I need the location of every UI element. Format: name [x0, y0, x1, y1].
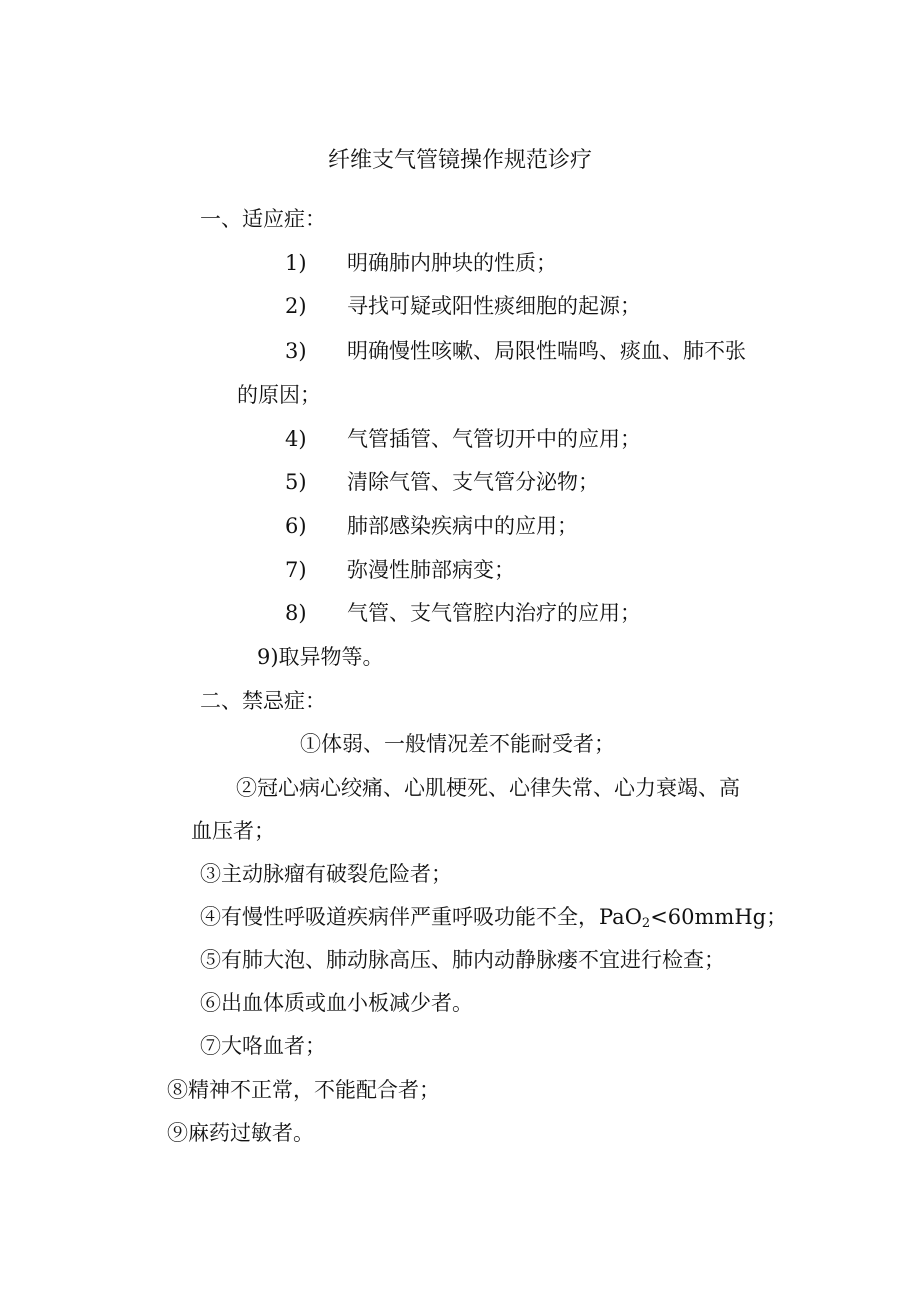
item-text-continuation: 的原因； — [237, 383, 321, 407]
item-number: 4) — [285, 427, 307, 451]
list-item: 9)取异物等。 — [257, 645, 384, 669]
list-item — [285, 468, 599, 496]
list-item — [285, 249, 557, 277]
section-heading-indications: 一、适应症： — [200, 207, 326, 231]
list-item — [285, 337, 746, 365]
list-item: ⑦大咯血者； — [200, 1034, 326, 1058]
list-item: ⑧精神不正常，不能配合者； — [167, 1078, 440, 1102]
list-item — [285, 292, 641, 320]
item-text: 气管插管、气管切开中的应用； — [347, 427, 641, 451]
item-text: 明确肺内肿块的性质； — [347, 251, 557, 275]
list-item — [285, 512, 578, 540]
item-text: 明确慢性咳嗽、局限性喘鸣、痰血、肺不张 — [347, 339, 746, 363]
item-text-continuation: 血压者； — [191, 819, 275, 843]
subscript: 2 — [641, 916, 651, 931]
item-text: 寻找可疑或阳性痰细胞的起源； — [347, 294, 641, 318]
list-item — [285, 599, 641, 627]
item-text: 肺部感染疾病中的应用； — [347, 514, 578, 538]
item-text: 清除气管、支气管分泌物； — [347, 470, 599, 494]
item-number: 1) — [285, 251, 307, 275]
list-item: ①体弱、一般情况差不能耐受者； — [300, 732, 615, 756]
list-item: ⑤有肺大泡、肺动脉高压、肺内动静脉瘘不宜进行检查； — [200, 948, 725, 972]
list-item — [200, 903, 787, 931]
item-number: 8) — [285, 601, 307, 625]
list-item — [285, 556, 515, 584]
item-number: 5) — [285, 470, 307, 494]
item-text: 弥漫性肺部病变； — [347, 558, 515, 582]
list-item: ⑥出血体质或血小板减少者。 — [200, 991, 473, 1015]
list-item: ②冠心病心绞痛、心肌梗死、心律失常、心力衰竭、高 — [236, 776, 740, 800]
section-heading-contraindications: 二、禁忌症： — [200, 689, 326, 713]
list-item — [285, 425, 641, 453]
list-item: ⑨麻药过敏者。 — [167, 1121, 314, 1145]
item-number: 2) — [285, 294, 307, 318]
item-number: 7) — [285, 558, 307, 582]
page-title: 纤维支气管镜操作规范诊疗 — [327, 148, 592, 173]
item-text: ④有慢性呼吸道疾病伴严重呼吸功能不全，PaO — [200, 905, 642, 929]
item-text: 气管、支气管腔内治疗的应用； — [347, 601, 641, 625]
item-text: <60mmHg； — [650, 905, 788, 929]
item-number: 6) — [285, 514, 307, 538]
list-item: ③主动脉瘤有破裂危险者； — [200, 862, 452, 886]
item-number: 3) — [285, 339, 307, 363]
